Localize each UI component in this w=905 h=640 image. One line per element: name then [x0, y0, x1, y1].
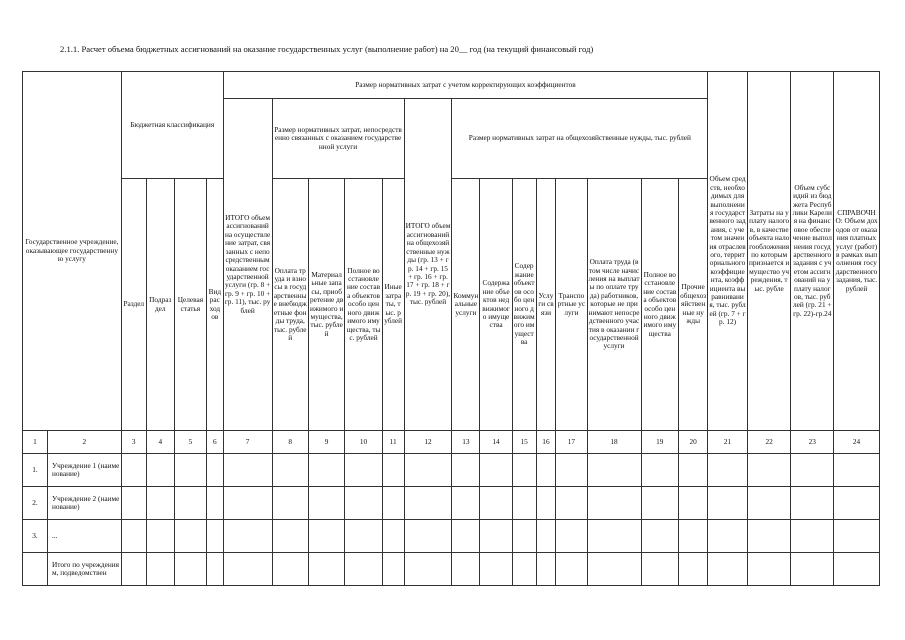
column-number: 9: [308, 431, 344, 454]
column-number: 12: [404, 431, 452, 454]
table-cell: [404, 454, 452, 487]
table-cell: [146, 520, 174, 553]
row-name: ...: [47, 520, 121, 553]
table-cell: [747, 520, 791, 553]
table-cell: [207, 520, 224, 553]
header-communication: Услуги связи: [536, 179, 556, 431]
table-cell: [272, 553, 308, 586]
table-cell: [708, 487, 748, 520]
column-number: 19: [641, 431, 678, 454]
table-cell: [382, 520, 404, 553]
table-cell: [708, 454, 748, 487]
table-cell: [272, 487, 308, 520]
table-cell: [223, 520, 272, 553]
table-cell: [679, 553, 708, 586]
table-cell: [536, 520, 556, 553]
table-cell: [308, 454, 344, 487]
table-cell: [747, 487, 791, 520]
table-cell: [834, 487, 880, 520]
header-budget-classification: Бюджетная классификация: [121, 72, 223, 179]
table-cell: [272, 520, 308, 553]
header-normative-costs: Размер нормативных затрат с учетом корректирующих коэффициентов: [223, 72, 708, 99]
table-cell: [536, 553, 556, 586]
table-cell: [480, 454, 512, 487]
header-movable-restore: Полное восстановление состава объектов особо ценного движимого имущества: [641, 179, 678, 431]
table-cell: [207, 487, 224, 520]
header-movable-maintenance: Содержание объектов особо ценного движимого имущества: [512, 179, 536, 431]
table-cell: [512, 553, 536, 586]
header-utilities: Коммунальные услуги: [452, 179, 480, 431]
table-cell: [587, 553, 641, 586]
table-cell: [556, 553, 587, 586]
table-cell: [121, 487, 146, 520]
header-section: Раздел: [121, 179, 146, 431]
page-title: 2.1.1. Расчет объема бюджетных ассигнований на оказание государственных услуг (выполнение работ) на 20__ год (на текущий финансовый год): [60, 44, 594, 54]
header-property-tax: Затраты на уплату налогов, в качестве объекта налогообложения по которым признается имущество учреждения, тыс. рубле: [747, 72, 791, 431]
table-cell: [146, 454, 174, 487]
column-number: 13: [452, 431, 480, 454]
table-cell: [747, 454, 791, 487]
header-direct-costs: Размер нормативных затрат, непосредственно связанных с оказанием государственной услуги: [272, 99, 404, 179]
table-cell: [791, 487, 834, 520]
table-row: [23, 487, 880, 520]
table-cell: [536, 454, 556, 487]
column-number-row: [23, 431, 880, 454]
table-cell: [536, 487, 556, 520]
table-cell: [121, 553, 146, 586]
column-number: 16: [536, 431, 556, 454]
table-cell: [174, 454, 206, 487]
table-cell: [480, 520, 512, 553]
budget-allocation-table: [22, 71, 880, 586]
table-cell: [641, 520, 678, 553]
header-total-direct: ИТОГО объем ассигнований на осуществление затрат, связанных с непосредственным оказанием государственной услуги (гр. 8 + гр. 9 + гр. 10 + гр. 11), тыс. рублей: [223, 99, 272, 431]
table-cell: [223, 487, 272, 520]
table-cell: [404, 553, 452, 586]
table-cell: [308, 520, 344, 553]
header-reference: СПРАВОЧНО: Объем доходов от оказания платных услуг (работ) в рамках выполнения государственного задания, тыс. рублей: [834, 72, 880, 431]
table-cell: [308, 487, 344, 520]
table-cell: [223, 454, 272, 487]
column-number: 22: [747, 431, 791, 454]
column-number: 6: [207, 431, 224, 454]
header-institution: Государственное учреждение, оказывающее государственную услугу: [23, 72, 122, 431]
table-cell: [708, 520, 748, 553]
table-cell: [791, 553, 834, 586]
table-cell: [791, 520, 834, 553]
table-row: [23, 454, 880, 487]
table-cell: [146, 487, 174, 520]
table-cell: [480, 553, 512, 586]
header-depreciation: Полное восстановление состава объектов особо ценного движимого имущества, тыс. рублей: [345, 179, 382, 431]
table-row: [23, 520, 880, 553]
table-cell: [556, 520, 587, 553]
header-general-costs: Размер нормативных затрат на общехозяйственные нужды, тыс. рублей: [452, 99, 708, 179]
table-cell: [512, 487, 536, 520]
table-cell: [404, 520, 452, 553]
table-cell: [452, 454, 480, 487]
header-other-general: Прочие общехозяйственные нужды: [679, 179, 708, 431]
table-cell: [404, 487, 452, 520]
table-cell: [679, 454, 708, 487]
header-property-maintenance: Содержание объектов недвижимого имущества: [480, 179, 512, 431]
header-other-direct: Иные затраты, тыс. рублей: [382, 179, 404, 431]
header-subsection: Подраздел: [146, 179, 174, 431]
table-cell: [512, 454, 536, 487]
table-cell: [587, 520, 641, 553]
table-cell: [345, 520, 382, 553]
header-expense-type: Вид расходов: [207, 179, 224, 431]
row-name: Итого по учреждениям, подведомствен: [47, 553, 121, 586]
column-number: 3: [121, 431, 146, 454]
row-name: Учреждение 1 (наименование): [47, 454, 121, 487]
table-cell: [452, 553, 480, 586]
column-number: 10: [345, 431, 382, 454]
table-cell: [641, 454, 678, 487]
column-number: 15: [512, 431, 536, 454]
column-number: 2: [47, 431, 121, 454]
table-cell: [708, 553, 748, 586]
row-index: 2.: [23, 487, 48, 520]
column-number: 20: [679, 431, 708, 454]
column-number: 21: [708, 431, 748, 454]
table-cell: [345, 487, 382, 520]
table-cell: [452, 487, 480, 520]
table-cell: [121, 454, 146, 487]
table-cell: [121, 520, 146, 553]
table-cell: [174, 487, 206, 520]
column-number: 23: [791, 431, 834, 454]
column-number: 17: [556, 431, 587, 454]
table-cell: [587, 487, 641, 520]
table-cell: [207, 454, 224, 487]
table-cell: [146, 553, 174, 586]
table-cell: [480, 487, 512, 520]
table-cell: [382, 487, 404, 520]
table-cell: [556, 454, 587, 487]
table-cell: [174, 520, 206, 553]
table-row: [23, 553, 880, 586]
table-cell: [834, 454, 880, 487]
header-transport: Транспортные услуги: [556, 179, 587, 431]
column-number: 11: [382, 431, 404, 454]
column-number: 7: [223, 431, 272, 454]
header-subsidy: Объем субсидий из бюджета Республики Карелия на финансовое обеспечение выполнения государственного задания с учетом ассигнований на уплату налогов, тыс. рублей (гр. 21 + гр. 22)-гр.24: [791, 72, 834, 431]
header-labor: Оплата труда и взносы в государственные внебюджетные фонды труда, тыс. рублей: [272, 179, 308, 431]
column-number: 5: [174, 431, 206, 454]
table-cell: [791, 454, 834, 487]
column-number: 14: [480, 431, 512, 454]
header-volume: Объем средств, необходимых для выполнения государственного задания, с учетом значения отраслевого, территориального коэффициента, коэффициента выравнивания, тыс. рублей (гр. 7 + гр. 12): [708, 72, 748, 431]
table-cell: [272, 454, 308, 487]
table-cell: [345, 553, 382, 586]
column-number: 1: [23, 431, 48, 454]
header-materials: Материальные запасы, приобретение движимого имущества, тыс. рублей: [308, 179, 344, 431]
table-cell: [207, 553, 224, 586]
row-index: [23, 553, 48, 586]
column-number: 24: [834, 431, 880, 454]
table-cell: [556, 487, 587, 520]
table-cell: [641, 553, 678, 586]
table-cell: [345, 454, 382, 487]
table-cell: [512, 520, 536, 553]
table-cell: [834, 553, 880, 586]
header-target-item: Целевая статья: [174, 179, 206, 431]
column-number: 18: [587, 431, 641, 454]
table-cell: [641, 487, 678, 520]
table-cell: [382, 553, 404, 586]
table-cell: [679, 520, 708, 553]
table-cell: [223, 553, 272, 586]
header-staff-labor: Оплата труда (в том числе начисления на выплаты по оплате труда) работников, которые не принимают непосредственного участия в оказании государственной услуги: [587, 179, 641, 431]
column-number: 8: [272, 431, 308, 454]
table-cell: [452, 520, 480, 553]
table-cell: [834, 520, 880, 553]
table-cell: [308, 553, 344, 586]
table-cell: [747, 553, 791, 586]
table-cell: [382, 454, 404, 487]
row-name: Учреждение 2 (наименование): [47, 487, 121, 520]
table-cell: [174, 553, 206, 586]
table-cell: [587, 454, 641, 487]
row-index: 1.: [23, 454, 48, 487]
column-number: 4: [146, 431, 174, 454]
header-total-general: ИТОГО объем ассигнований на общехозяйственные нужды (гр. 13 + гр. 14 + гр. 15 + гр. 16 + гр. 17 + гр. 18 + гр. 19 + гр. 20), тыс. рублей: [404, 99, 452, 431]
row-index: 3.: [23, 520, 48, 553]
table-cell: [679, 487, 708, 520]
